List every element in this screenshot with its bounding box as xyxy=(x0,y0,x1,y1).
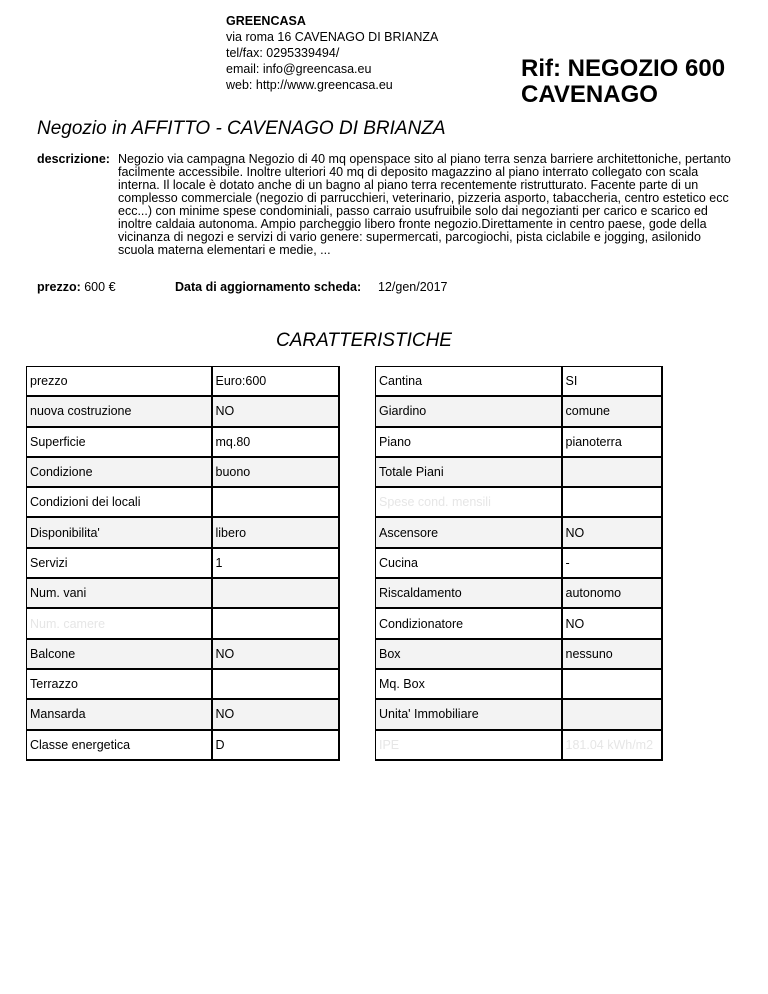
agency-info xyxy=(226,13,438,93)
feature-label: Condizione xyxy=(27,457,212,487)
reference-line-2: CAVENAGO xyxy=(521,81,658,108)
table-row xyxy=(376,608,662,638)
feature-value xyxy=(562,699,662,729)
feature-label: Mq. Box xyxy=(376,669,562,699)
feature-label: Superficie xyxy=(27,427,212,457)
description-text: Negozio via campagna Negozio di 40 mq openspace sito al piano terra senza barriere architettoniche, pertanto facilmente accessibile. Inoltre ulteriori 40 mq di deposito magazzino al piano interrato collegato con scala interna. Il locale è dotato anche di un bagno al piano terra recentemente ristrutturato. Facente parte di un complesso commerciale (negozio di parrucchieri, veterinario, pizzeria asporto, tabaccheria, centro estetico ecc ecc...) con minime spese condominiali, passo carraio usufruibile solo dai negozianti per carico e scarico ed inoltre caldaia autonoma. Ampio parcheggio libero fronte negozio.Direttamente in centro paese, gode della vicinanza di negozi e servizi di vario genere: supermercati, parcogiochi, pista ciclabile e jogging, asilonido scuola materna elementari e medie, ... xyxy=(118,152,731,257)
feature-label: IPE xyxy=(376,730,562,760)
reference-code xyxy=(521,56,725,108)
feature-label: Giardino xyxy=(376,396,562,426)
feature-label: Cantina xyxy=(376,367,562,397)
feature-label: Ascensore xyxy=(376,517,562,547)
price-value: 600 € xyxy=(84,280,116,294)
table-row xyxy=(27,730,339,760)
feature-value: - xyxy=(562,548,662,578)
feature-value: pianoterra xyxy=(562,427,662,457)
feature-value xyxy=(212,487,339,517)
table-row xyxy=(376,517,662,547)
feature-label: Riscaldamento xyxy=(376,578,562,608)
feature-value: NO xyxy=(562,517,662,547)
feature-label: nuova costruzione xyxy=(27,396,212,426)
price-label: prezzo: xyxy=(37,280,81,294)
table-row xyxy=(27,699,339,729)
agency-web: web: http://www.greencasa.eu xyxy=(226,78,393,92)
table-row xyxy=(27,427,339,457)
table-row xyxy=(27,396,339,426)
price-block xyxy=(37,280,116,294)
feature-value: nessuno xyxy=(562,639,662,669)
listing-headline: Negozio in AFFITTO - CAVENAGO DI BRIANZA xyxy=(37,118,446,139)
table-row xyxy=(27,457,339,487)
feature-label: Num. vani xyxy=(27,578,212,608)
feature-value: Euro:600 xyxy=(212,367,339,397)
feature-label: Spese cond. mensili xyxy=(376,487,562,517)
feature-value: NO xyxy=(212,396,339,426)
section-title-text: CARATTERISTICHE xyxy=(276,330,452,351)
feature-value xyxy=(562,669,662,699)
table-row xyxy=(376,367,662,397)
table-row xyxy=(376,548,662,578)
table-row xyxy=(27,578,339,608)
feature-value: NO xyxy=(212,639,339,669)
feature-value xyxy=(212,669,339,699)
description-block xyxy=(37,153,737,257)
feature-label: Cucina xyxy=(376,548,562,578)
table-row xyxy=(27,517,339,547)
table-row xyxy=(27,669,339,699)
table-row xyxy=(376,669,662,699)
feature-label: Mansarda xyxy=(27,699,212,729)
table-row xyxy=(27,608,339,638)
table-row xyxy=(27,487,339,517)
feature-label: Disponibilita' xyxy=(27,517,212,547)
agency-email: email: info@greencasa.eu xyxy=(226,62,372,76)
feature-label: Condizionatore xyxy=(376,608,562,638)
feature-label: Num. camere xyxy=(27,608,212,638)
feature-label: Classe energetica xyxy=(27,730,212,760)
features-table-right xyxy=(375,366,663,761)
feature-value: D xyxy=(212,730,339,760)
feature-value xyxy=(212,578,339,608)
feature-label: Condizioni dei locali xyxy=(27,487,212,517)
table-row xyxy=(27,548,339,578)
feature-value: buono xyxy=(212,457,339,487)
table-row xyxy=(376,487,662,517)
table-row xyxy=(376,396,662,426)
feature-value: comune xyxy=(562,396,662,426)
feature-value xyxy=(562,487,662,517)
feature-value: SI xyxy=(562,367,662,397)
feature-value: 181.04 kWh/m2 xyxy=(562,730,662,760)
table-row xyxy=(376,578,662,608)
section-title xyxy=(0,330,728,352)
feature-label: Totale Piani xyxy=(376,457,562,487)
update-date-value: 12/gen/2017 xyxy=(378,280,448,294)
table-row xyxy=(376,730,662,760)
feature-label: Balcone xyxy=(27,639,212,669)
feature-label: Box xyxy=(376,639,562,669)
feature-label: Unita' Immobiliare xyxy=(376,699,562,729)
feature-value: NO xyxy=(212,699,339,729)
feature-value: autonomo xyxy=(562,578,662,608)
feature-value: mq.80 xyxy=(212,427,339,457)
feature-value: 1 xyxy=(212,548,339,578)
feature-label: Terrazzo xyxy=(27,669,212,699)
update-date-label: Data di aggiornamento scheda: xyxy=(175,280,362,294)
table-row xyxy=(376,699,662,729)
table-row xyxy=(376,427,662,457)
table-row xyxy=(376,639,662,669)
feature-label: Servizi xyxy=(27,548,212,578)
feature-label: Piano xyxy=(376,427,562,457)
agency-address: via roma 16 CAVENAGO DI BRIANZA xyxy=(226,30,439,44)
feature-value xyxy=(562,457,662,487)
table-row xyxy=(27,367,339,397)
feature-value: libero xyxy=(212,517,339,547)
features-table-left xyxy=(26,366,340,761)
reference-line-1: Rif: NEGOZIO 600 xyxy=(521,55,726,82)
feature-label: prezzo xyxy=(27,367,212,397)
agency-name: GREENCASA xyxy=(226,14,306,28)
feature-value: NO xyxy=(562,608,662,638)
table-row xyxy=(27,639,339,669)
agency-phone: tel/fax: 0295339494/ xyxy=(226,46,340,60)
description-label: descrizione: xyxy=(37,152,110,166)
table-row xyxy=(376,457,662,487)
feature-value xyxy=(212,608,339,638)
